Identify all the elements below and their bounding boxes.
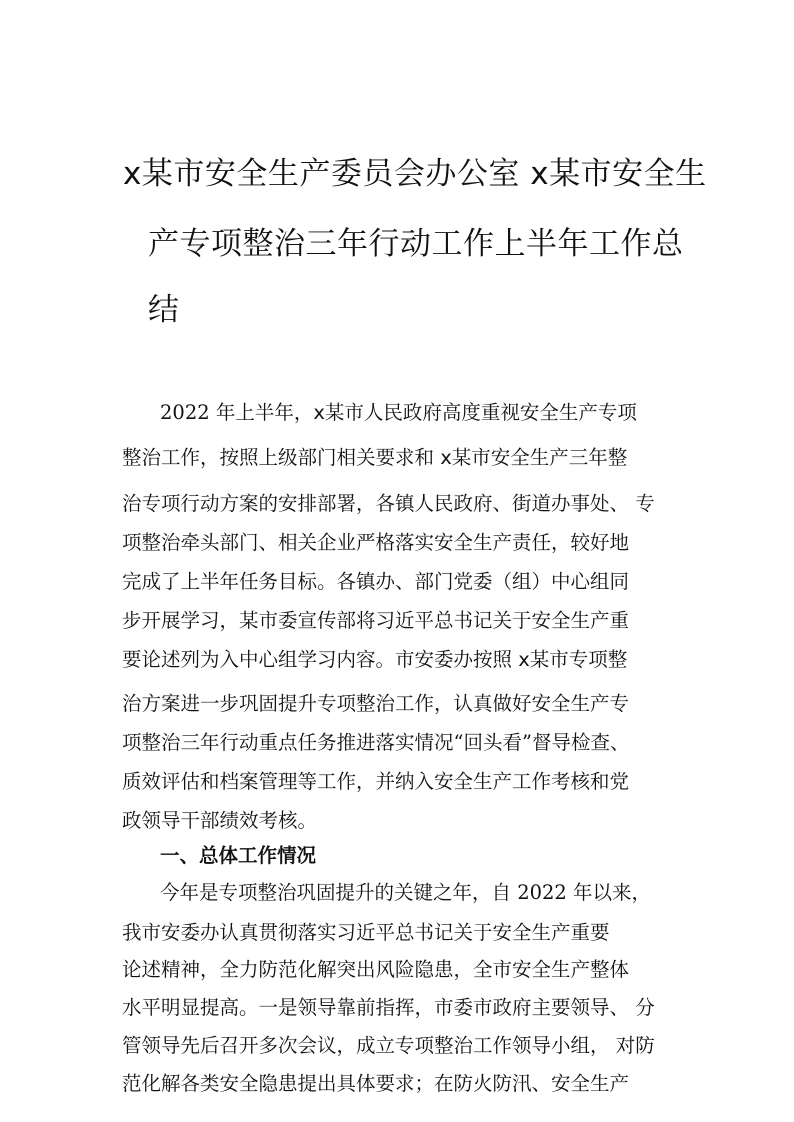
text-span: 整治工作，按照上级部门相关要求和 [122,446,441,469]
paragraph-2-line-6: 范化解各类安全隐患提出具体要求；在防火防汛、安全生产 [122,1072,630,1095]
city-name: x某市 [518,648,569,671]
text-span: 安全生产三年整 [490,446,628,469]
paragraph-1-line-9: 项整治三年行动重点任务推进落实情况“回头看”督导检查、 [122,731,630,754]
city-name: x某市 [440,446,491,469]
paragraph-1-line-1 [160,400,720,426]
paragraph-1-line-11: 政领导干部绩效考核。 [122,809,318,832]
city-name: x某市 [123,156,205,192]
paragraph-2-line-4: 水平明显提高。一是领导靠前指挥，市委市政府主要领导、 分 [122,996,655,1019]
paragraph-1-line-8: 治方案进一步巩固提升专项整治工作，认真做好安全生产专 [122,692,630,715]
title-text-1a: 安全生产委员会办公室 [204,156,531,192]
paragraph-2-line-5: 管领导先后召开多次会议，成立专项整治工作领导小组， 对防 [122,1034,655,1057]
document-title-line-1 [123,156,707,192]
text-span: 要论述列为入中心组学习内容。市安委办按照 [122,648,519,671]
paragraph-2-line-2: 我市安委办认真贯彻落实习近平总书记关于安全生产重要 [122,921,610,944]
paragraph-1-line-7 [122,647,682,673]
paragraph-1-line-2 [122,445,682,471]
section-heading: 一、总体工作情况 [160,844,317,867]
text-span: 专项整 [568,648,628,671]
paragraph-1-line-3: 治专项行动方案的安排部署，各镇人民政府、街道办事处、 专 [122,492,655,515]
title-text-1b: 安全生 [612,156,707,192]
city-name: x某市 [313,401,364,424]
paragraph-1-line-5: 完成了上半年任务目标。各镇办、部门党委（组）中心组同 [122,570,630,593]
paragraph-1-line-4: 项整治牵头部门、相关企业严格落实安全生产责任，较好地 [122,531,630,554]
text-span: 人民政府高度重视安全生产专项 [363,401,637,424]
paragraph-1-line-10: 质效评估和档案管理等工作，并纳入安全生产工作考核和党 [122,770,630,793]
document-title-line-3: 结 [148,292,180,328]
paragraph-2-line-3: 论述精神，全力防范化解突出风险隐患，全市安全生产整体 [122,958,630,981]
paragraph-1-line-6: 步开展学习，某市委宣传部将习近平总书记关于安全生产重 [122,609,630,632]
document-title-line-2: 产专项整治三年行动工作上半年工作总 [148,226,684,262]
text-span: 2022 年上半年， [160,401,314,424]
paragraph-2-line-1: 今年是专项整治巩固提升的关键之年，自 2022 年以来， [160,881,652,904]
city-name: x某市 [530,156,613,192]
